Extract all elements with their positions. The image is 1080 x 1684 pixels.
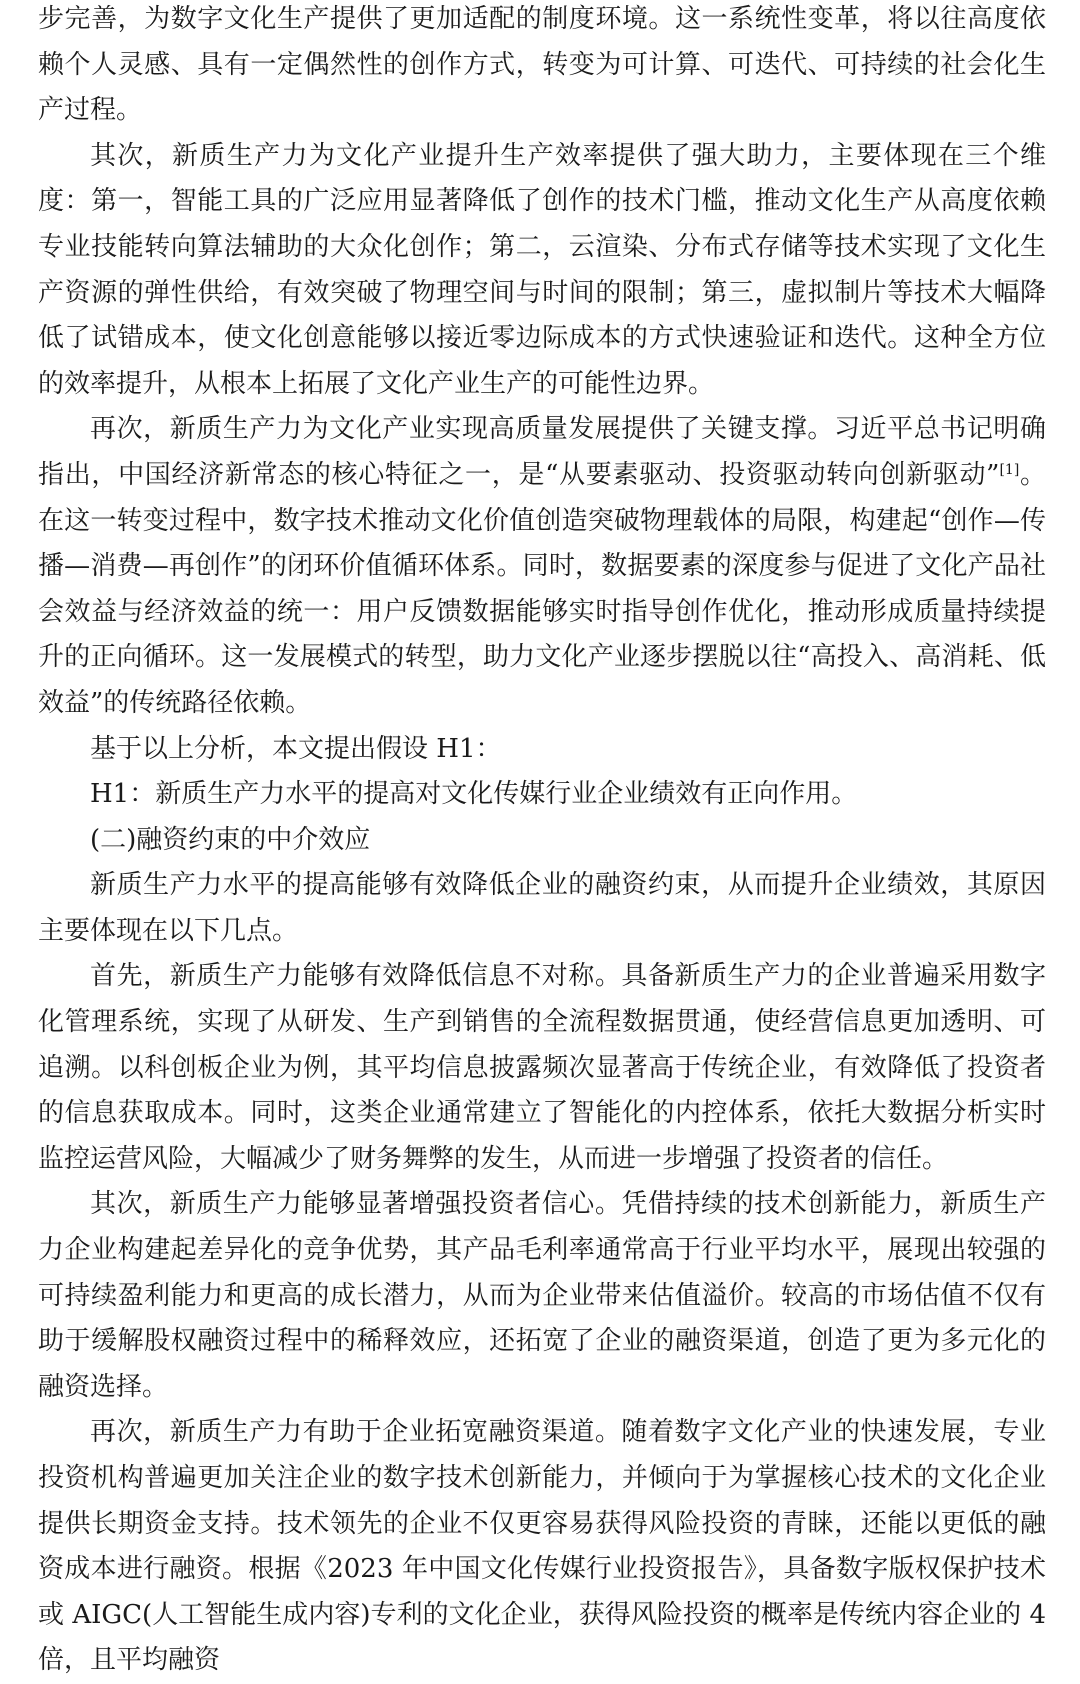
paragraph-financing-channels: 再次，新质生产力有助于企业拓宽融资渠道。随着数字文化产业的快速发展，专业投资机构普遍更加关注企业的数字技术创新能力，并倾向于为掌握核心技术的文化企业提供长期资金支持。技术领先的企业不仅更容易获得风险投资的青睐，还能以更低的融资成本进行融资。根据《2023 年中国文化传媒行业投资报告》，具备数字版权保护技术或 AIGC(人工智能生成内容)专利的文化企业，获得风险投资的概率是传统内容企业的 4 倍，且平均融资 xyxy=(38,1417,1046,1676)
paragraph-information-asymmetry: 首先，新质生产力能够有效降低信息不对称。具备新质生产力的企业普遍采用数字化管理系统，实现了从研发、生产到销售的全流程数据贯通，使经营信息更加透明、可追溯。以科创板企业为例，其平均信息披露频次显著高于传统企业，有效降低了投资者的信息获取成本。同时，这类企业通常建立了智能化的内控体系，依托大数据分析实时监控运营风险，大幅减少了财务舞弊的发生，从而进一步增强了投资者的信任。 xyxy=(38,961,1046,1174)
paragraph-text-after-citation: 。在这一转变过程中，数字技术推动文化价值创造突破物理载体的局限，构建起“创作—传播—消费—再创作”的闭环价值循环体系。同时，数据要素的深度参与促进了文化产品社会效益与经济效益的统一：用户反馈数据能够实时指导创作优化，推动形成质量持续提升的正向循环。这一发展模式的转型，助力文化产业逐步摆脱以往“高投入、高消耗、低效益”的传统路径依赖。 xyxy=(38,459,1046,718)
paragraph-text-before-citation: 再次，新质生产力为文化产业实现高质量发展提供了关键支撑。习近平总书记明确指出，中国经济新常态的核心特征之一，是“从要素驱动、投资驱动转向创新驱动” xyxy=(38,414,1046,490)
paragraph-production-efficiency: 其次，新质生产力为文化产业提升生产效率提供了强大助力，主要体现在三个维度：第一，智能工具的广泛应用显著降低了创作的技术门槛，推动文化生产从高度依赖专业技能转向算法辅助的大众化创作；第二，云渲染、分布式存储等技术实现了文化生产资源的弹性供给，有效突破了物理空间与时间的限制；第三，虚拟制片等技术大幅降低了试错成本，使文化创意能够以接近零边际成本的方式快速验证和迭代。这种全方位的效率提升，从根本上拓展了文化产业生产的可能性边界。 xyxy=(38,140,1046,399)
paragraph-financing-constraint: 新质生产力水平的提高能够有效降低企业的融资约束，从而提升企业绩效，其原因主要体现在以下几点。 xyxy=(38,870,1046,946)
paragraph-high-quality-development xyxy=(38,407,1046,726)
section-heading: (二)融资约束的中介效应 xyxy=(90,824,371,855)
paragraph-continuation: 步完善，为数字文化生产提供了更加适配的制度环境。这一系统性变革，将以往高度依赖个人灵感、具有一定偶然性的创作方式，转变为可计算、可迭代、可持续的社会化生产过程。 xyxy=(38,4,1046,126)
paragraph-investor-confidence: 其次，新质生产力能够显著增强投资者信心。凭借持续的技术创新能力，新质生产力企业构建起差异化的竞争优势，其产品毛利率通常高于行业平均水平，展现出较强的可持续盈利能力和更高的成长潜力，从而为企业带来估值溢价。较高的市场估值不仅有助于缓解股权融资过程中的稀释效应，还拓宽了企业的融资渠道，创造了更为多元化的融资选择。 xyxy=(38,1189,1046,1402)
document-page xyxy=(38,0,1046,1684)
hypothesis-h1: H1：新质生产力水平的提高对文化传媒行业企业绩效有正向作用。 xyxy=(90,779,858,810)
citation-reference: [1] xyxy=(999,461,1020,478)
paragraph-hypothesis-intro: 基于以上分析，本文提出假设 H1： xyxy=(90,733,502,764)
